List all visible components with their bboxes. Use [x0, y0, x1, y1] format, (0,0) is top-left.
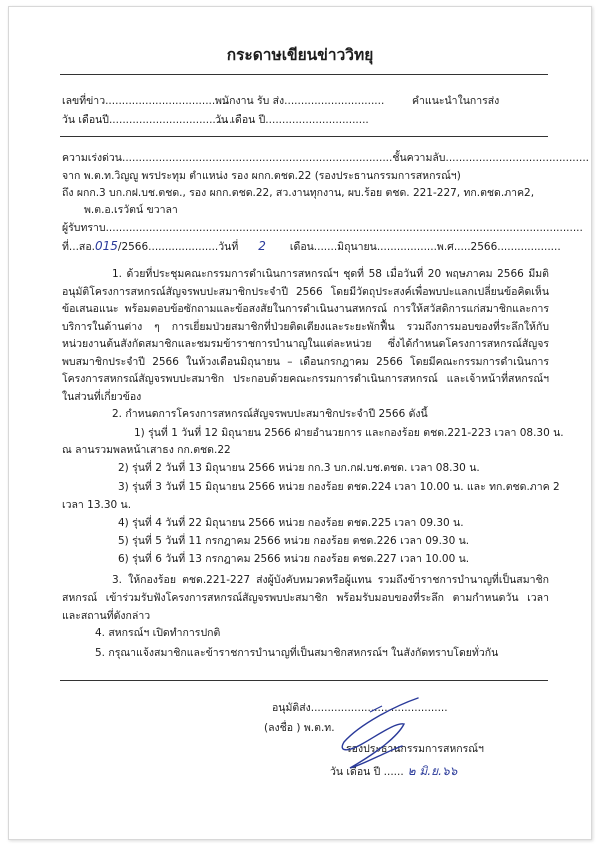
- schedule-1-location: ณ ลานรวมพลหน้าเสาธง กก.ตชด.22: [62, 444, 231, 456]
- approval-date-label: วัน เดือน ปี ......: [330, 766, 404, 778]
- ref-year: /2566.....................: [117, 241, 219, 253]
- schedule-2: 2) รุ่นที่ 2 วันที่ 13 มิถุนายน 2566 หน่วย กก.3 บก.กฝ.บช.ตชด. เวลา 08.30 น.: [118, 462, 480, 474]
- to-line-1: ถึง ผกก.3 บก.กฝ.บช.ตชด., รอง ผกก.ตชด.22, สว.งานทุกงาน, ผบ.ร้อย ตชด. 221-227, ทก.ตชด.ภาค2,: [62, 187, 535, 199]
- signed-label: (ลงชื่อ ) พ.ต.ท.: [264, 722, 335, 734]
- schedule-5: 5) รุ่นที่ 5 วันที่ 11 กรกฎาคม 2566 หน่วย กองร้อย ตชด.226 เวลา 09.30 น.: [118, 535, 470, 547]
- instructions-label: คำแนะนำในการส่ง: [412, 95, 500, 107]
- ref-label: ที่...สอ.: [62, 241, 95, 253]
- from-line: จาก พ.ต.ท.วิญญู พรประทุม ตำแหน่ง รอง ผกก.ตชด.22 (รองประธานกรรมการสหกรณ์ฯ): [62, 170, 461, 182]
- ref-number-handwritten: 015: [95, 239, 118, 253]
- to-line-2: พ.ต.อ.เรวัตน์ ขวาลา: [84, 204, 178, 216]
- form-title: กระดาษเขียนข่าววิทยุ: [226, 46, 374, 64]
- paragraph-1: 1. ด้วยที่ประชุมคณะกรรมการดำเนินการสหกรณ์ฯ ชุดที่ 58 เมื่อวันที่ 20 พฤษภาคม 2566 มีมติอนุมัติโครงการสหกรณ์สัญจรพบปะสมาชิกประจำปี 2566 โดยมีวัตถุประสงค์เพื่อพบปะแลกเปลี่ยนข้อคิดเห็น ข้อเสนอแนะ พร้อมตอบข้อซักถามและข้อสงสัยในการดำเนินงานสหกรณ์ การให้สวัสดิการแก่สมาชิกและการบริการในด้านต่าง ๆ การเยี่ยมป่วยสมาชิกที่ป่วยติดเตียงและระยะพักฟื้น รวมถึงการมอบของที่ระลึกให้กับหน่วยงานต้นสังกัดสมาชิกและชมรมข้าราชการบำนาญในแต่ละหน่วย ซึ่งได้กำหนดโครงการสหกรณ์สัญจรพบสมาชิกประจำปี 2566 ในห้วงเดือนมิถุนายน – เดือนกรกฎาคม 2566 โดยมีคณะกรรมการดำเนินการโครงการสหกรณ์สัญจรพบปะสมาชิก ประกอบด้วยคณะกรรมการดำเนินการสหกรณ์ และเจ้าหน้าที่สหกรณ์ฯ ในส่วนที่เกี่ยวข้อง: [62, 268, 549, 403]
- paragraph-5: 5. กรุณาแจ้งสมาชิกและข้าราชการบำนาญที่เป็นสมาชิกสหกรณ์ฯ ในสังกัดทราบโดยทั่วกัน: [95, 647, 499, 659]
- paragraph-3: 3. ให้กองร้อย ตชด.221-227 ส่งผู้บังคับหมวดหรือผู้แทน รวมถึงข้าราชการบำนาญที่เป็นสมาชิกสหกรณ์ เข้าร่วมรับฟังโครงการสหกรณ์สัญจรพบปะสมาชิก พร้อมรับมอบของที่ระลึก ตามกำหนดวัน เวลา และสถานที่ดังกล่าว: [62, 574, 549, 622]
- approval-date-handwritten: ๒ มิ.ย.๖๖: [407, 764, 458, 778]
- paragraph-2: 2. กำหนดการโครงการสหกรณ์สัญจรพบปะสมาชิกประจำปี 2566 ดังนี้: [112, 408, 428, 420]
- operator-field: พนักงาน รับ ส่ง..............................: [215, 95, 385, 107]
- schedule-4: 4) รุ่นที่ 4 วันที่ 22 มิถุนายน 2566 หน่วย กองร้อย ตชด.225 เวลา 09.30 น.: [118, 517, 464, 529]
- urgency-field: ความเร่งด่วน.................................................................................ชั้นความลับ...........................................: [62, 152, 589, 164]
- ref-day-handwritten: 2: [258, 239, 266, 253]
- date-field-middle: วัน เดือน ปี...............................: [215, 114, 369, 126]
- schedule-1: 1) รุ่นที่ 1 วันที่ 12 มิถุนายน 2566 ฝ่ายอำนวยการ และกองร้อย ตชด.221-223 เวลา 08.30 น.: [134, 427, 564, 439]
- message-number-field: เลขที่ข่าว.....................................: [62, 95, 229, 107]
- date-field-left: วัน เดือนปี.....................................: [62, 114, 233, 126]
- schedule-3-time: เวลา 13.30 น.: [62, 499, 132, 511]
- ref-month-year: เดือน.......มิถุนายน..................พ.ศ.....2566...................: [289, 241, 561, 253]
- approve-field: อนุมัติส่ง.........................................: [272, 702, 448, 714]
- signer-position: รองประธานกรรมการสหกรณ์ฯ: [346, 743, 484, 755]
- ref-day-label: วันที่: [218, 241, 239, 253]
- paragraph-4: 4. สหกรณ์ฯ เปิดทำการปกติ: [95, 627, 221, 639]
- schedule-3: 3) รุ่นที่ 3 วันที่ 15 มิถุนายน 2566 หน่วย กองร้อย ตชด.224 เวลา 10.00 น. และ ทก.ตชด.ภาค 2: [118, 481, 560, 493]
- schedule-6: 6) รุ่นที่ 6 วันที่ 13 กรกฎาคม 2566 หน่วย กองร้อย ตชด.227 เวลา 10.00 น.: [118, 553, 470, 565]
- cc-field: ผู้รับทราบ...............................................................................................................................................: [62, 222, 583, 234]
